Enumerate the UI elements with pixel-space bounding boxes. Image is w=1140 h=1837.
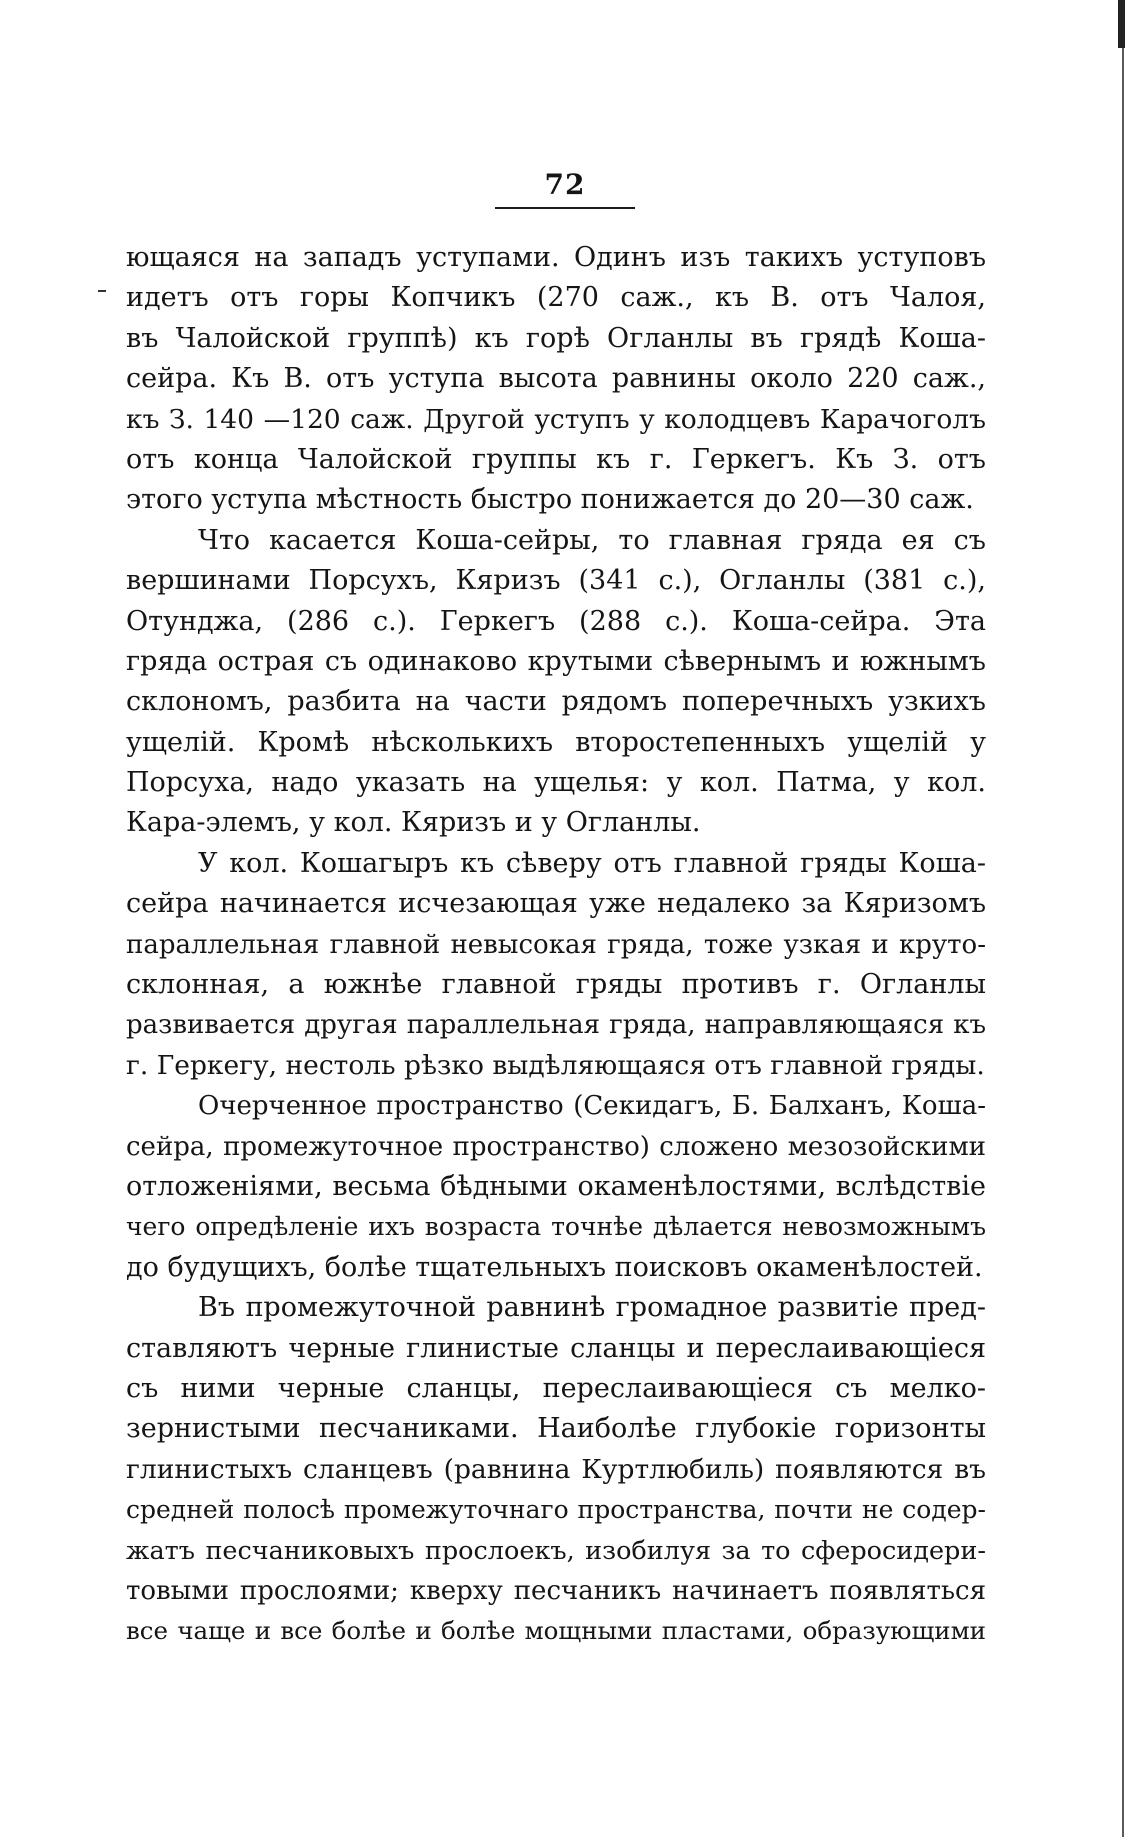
text-line: склонная, а южнѣе главной гряды противъ г. Огланлы [126, 969, 986, 1001]
text-line: Что касается Коша-сейры, то главная гряда ея съ [198, 524, 986, 556]
text-line: этого уступа мѣстность быстро понижается до 20—30 саж. [126, 484, 974, 516]
text-line: къ З. 140 —120 саж. Другой уступъ у колодцевъ Карачоголъ [126, 403, 986, 435]
page-number-rule [495, 207, 635, 209]
text-line: ющаяся на западъ уступами. Одинъ изъ такихъ уступовъ [126, 242, 986, 273]
text-line: жатъ песчаниковыхъ прослоекъ, изобилуя за то сферосидери- [126, 1535, 986, 1566]
text-line: сейра. Къ В. отъ уступа высота равнины около 220 саж., [126, 363, 986, 395]
body-text [126, 238, 986, 1652]
text-line: глинистыхъ сланцевъ (равнина Куртлюбиль) появляются въ [126, 1453, 986, 1485]
text-line: идетъ отъ горы Копчикъ (270 саж., къ В. отъ Чалоя, [126, 282, 986, 314]
text-line: г. Геркегу, нестоль рѣзко выдѣляющаяся отъ главной гряды. [126, 1049, 985, 1081]
text-line: гряда острая съ одинаково крутыми сѣвернымъ и южнымъ [126, 645, 986, 677]
text-line: съ ними черные сланцы, переслаивающіеся съ мелко- [126, 1372, 986, 1404]
paragraph [126, 844, 986, 1086]
text-line: зернистыми песчаниками. Наиболѣе глубокіе горизонты [126, 1413, 986, 1445]
text-line: Очерченное пространство (Секидагъ, Б. Балханъ, Коша- [198, 1091, 986, 1122]
text-line: вершинами Порсухъ, Кяризъ (341 с.), Огланлы (381 с.), [126, 565, 986, 597]
text-line: склономъ, разбита на части рядомъ поперечныхъ узкихъ [126, 686, 986, 718]
margin-mark [98, 290, 106, 292]
text-line: до будущихъ, болѣе тщательныхъ поисковъ окаменѣлостей. [126, 1251, 983, 1283]
text-line: средней полосѣ промежуточнаго пространства, почти не содер- [126, 1495, 986, 1525]
page-edge-line [1122, 48, 1124, 1837]
paragraph [126, 238, 986, 521]
text-line: въ Чалойской группѣ) къ горѣ Огланлы въ грядѣ Коша- [126, 322, 986, 354]
text-line: сейра, промежуточное пространство) сложено мезозойскими [126, 1131, 986, 1162]
text-line: Отунджа, (286 с.). Геркегъ (288 с.). Коша-сейра. Эта [126, 605, 986, 637]
text-line: развивается другая параллельная гряда, направляющаяся къ [126, 1010, 986, 1041]
paragraph [126, 1288, 986, 1652]
paragraph [126, 521, 986, 844]
text-line: У кол. Кошагыръ къ сѣверу отъ главной гряды Коша- [198, 847, 986, 879]
page-number: 72 [544, 168, 586, 201]
text-line: ущелій. Кромѣ нѣсколькихъ второстепенныхъ ущелій у [126, 726, 986, 758]
text-line: ставляютъ черные глинистые сланцы и переслаивающіеся [126, 1332, 986, 1364]
text-line: параллельная главной невысокая гряда, тоже узкая и круто- [126, 929, 986, 960]
text-line: отложеніями, весьма бѣдными окаменѣлостями, вслѣдствіе [126, 1170, 986, 1202]
text-line: Порсуха, надо указать на ущелья: у кол. Патма, у кол. [126, 767, 986, 799]
text-line: сейра начинается исчезающая уже недалеко за Кяризомъ [126, 888, 986, 920]
text-line: товыми прослоями; кверху песчаникъ начинаетъ появляться [126, 1575, 986, 1606]
text-line: все чаще и все болѣе и болѣе мощными пластами, образующими [126, 1616, 986, 1646]
page-edge-shadow [1118, 0, 1125, 48]
text-line: чего опредѣленіе ихъ возраста точнѣе дѣлается невозможнымъ [126, 1212, 986, 1242]
text-line: отъ конца Чалойской группы къ г. Геркегъ. Къ З. отъ [126, 443, 986, 475]
text-line: Кара-элемъ, у кол. Кяризъ и у Огланлы. [126, 807, 701, 839]
text-line: Въ промежуточной равнинѣ громадное развитіе пред- [198, 1292, 986, 1324]
paragraph [126, 1086, 986, 1288]
